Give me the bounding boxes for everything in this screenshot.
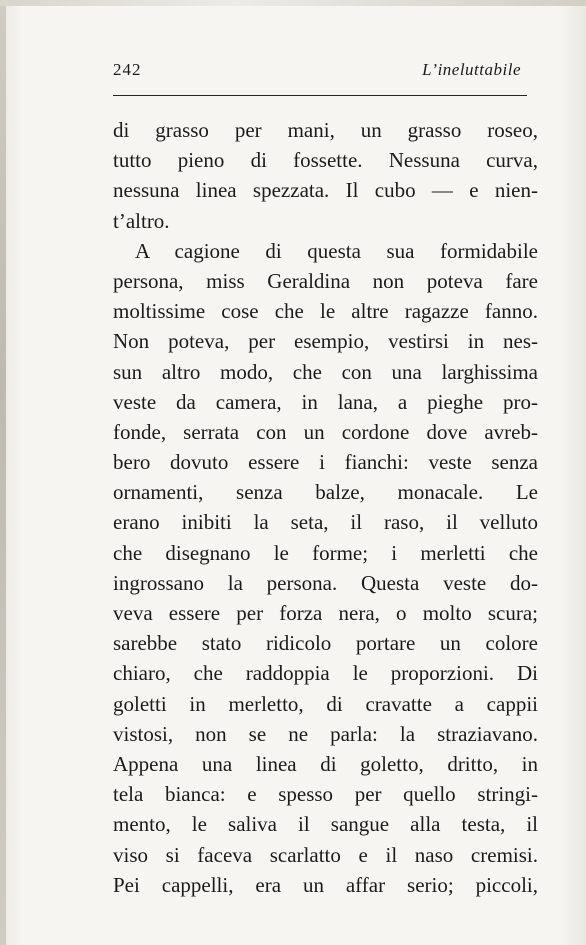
text-line: A cagione di questa sua formidabile xyxy=(135,238,538,263)
text-line: erano inibiti la seta, il raso, il velluto xyxy=(113,510,538,535)
text-line: moltissime cose che le altre ragazze fanno. xyxy=(113,299,538,324)
text-line: sun altro modo, che con una larghissima xyxy=(113,359,538,384)
page-gutter-shadow xyxy=(0,0,6,945)
text-line: veste da camera, in lana, a pieghe pro- xyxy=(113,389,538,414)
text-line: fonde, serrata con un cordone dove avreb- xyxy=(113,419,538,444)
page-top-edge xyxy=(0,0,586,6)
text-line: Appena una linea di goletto, dritto, in xyxy=(113,751,538,776)
body-text xyxy=(113,115,538,900)
text-line: ingrossano la persona. Questa veste do- xyxy=(113,570,538,595)
page-number: 242 xyxy=(113,60,142,79)
header-rule xyxy=(113,95,527,96)
text-line: Non poteva, per esempio, vestirsi in nes- xyxy=(113,329,538,354)
text-line: di grasso per mani, un grasso roseo, xyxy=(113,118,538,142)
text-line: t’altro. xyxy=(113,208,170,233)
page-header xyxy=(113,60,527,90)
text-line: chiaro, che raddoppia le proporzioni. Di xyxy=(113,661,538,686)
running-title: L’ineluttabile xyxy=(422,60,521,79)
text-line: mento, le saliva il sangue alla testa, il xyxy=(113,812,538,837)
text-line: sarebbe stato ridicolo portare un colore xyxy=(113,631,538,656)
text-line: bero dovuto essere i fianchi: veste senza xyxy=(113,450,538,475)
text-line: nessuna linea spezzata. Il cubo — e nien- xyxy=(113,178,538,203)
text-line: vistosi, non se ne parla: la straziavano. xyxy=(113,721,538,746)
text-line: goletti in merletto, di cravatte a cappii xyxy=(113,691,538,716)
text-line: persona, miss Geraldina non poteva fare xyxy=(113,268,538,293)
text-line: veva essere per forza nera, o molto scura; xyxy=(113,601,538,625)
text-line: viso si faceva scarlatto e il naso cremisi. xyxy=(113,842,538,867)
text-line: tela bianca: e spesso per quello stringi- xyxy=(113,782,538,807)
text-line: che disegnano le forme; i merletti che xyxy=(113,540,538,565)
text-line: Pei cappelli, era un affar serio; piccoli, xyxy=(113,872,538,897)
text-line: tutto pieno di fossette. Nessuna curva, xyxy=(113,148,538,173)
text-line: ornamenti, senza balze, monacale. Le xyxy=(113,480,538,505)
